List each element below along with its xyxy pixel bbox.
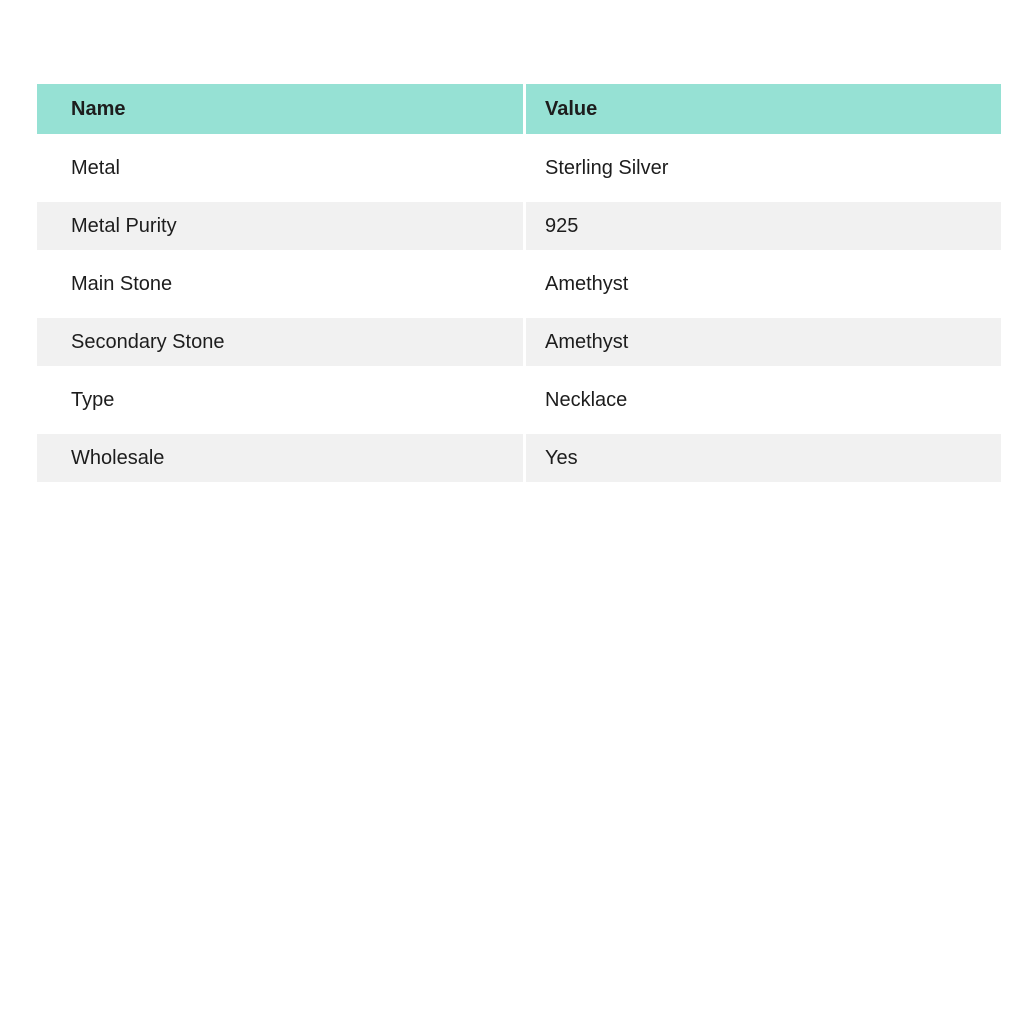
attribute-name-cell: Wholesale [37, 434, 523, 482]
attribute-value-cell: Amethyst [526, 260, 1001, 308]
table-row [37, 318, 1001, 366]
attributes-table [37, 84, 1001, 482]
table-row [37, 144, 1001, 192]
column-header-name: Name [37, 84, 523, 134]
attribute-value-cell: Yes [526, 434, 1001, 482]
attribute-value-cell: Sterling Silver [526, 144, 1001, 192]
attribute-value-cell: Necklace [526, 376, 1001, 424]
table-header-row [37, 84, 1001, 134]
attribute-value-cell: Amethyst [526, 318, 1001, 366]
attribute-name-cell: Metal Purity [37, 202, 523, 250]
attribute-name-cell: Secondary Stone [37, 318, 523, 366]
column-header-value: Value [526, 84, 1001, 134]
table-body [37, 144, 1001, 482]
table-row [37, 434, 1001, 482]
attribute-name-cell: Metal [37, 144, 523, 192]
table-row [37, 202, 1001, 250]
attribute-name-cell: Main Stone [37, 260, 523, 308]
table-row [37, 260, 1001, 308]
attribute-value-cell: 925 [526, 202, 1001, 250]
table-row [37, 376, 1001, 424]
attribute-name-cell: Type [37, 376, 523, 424]
